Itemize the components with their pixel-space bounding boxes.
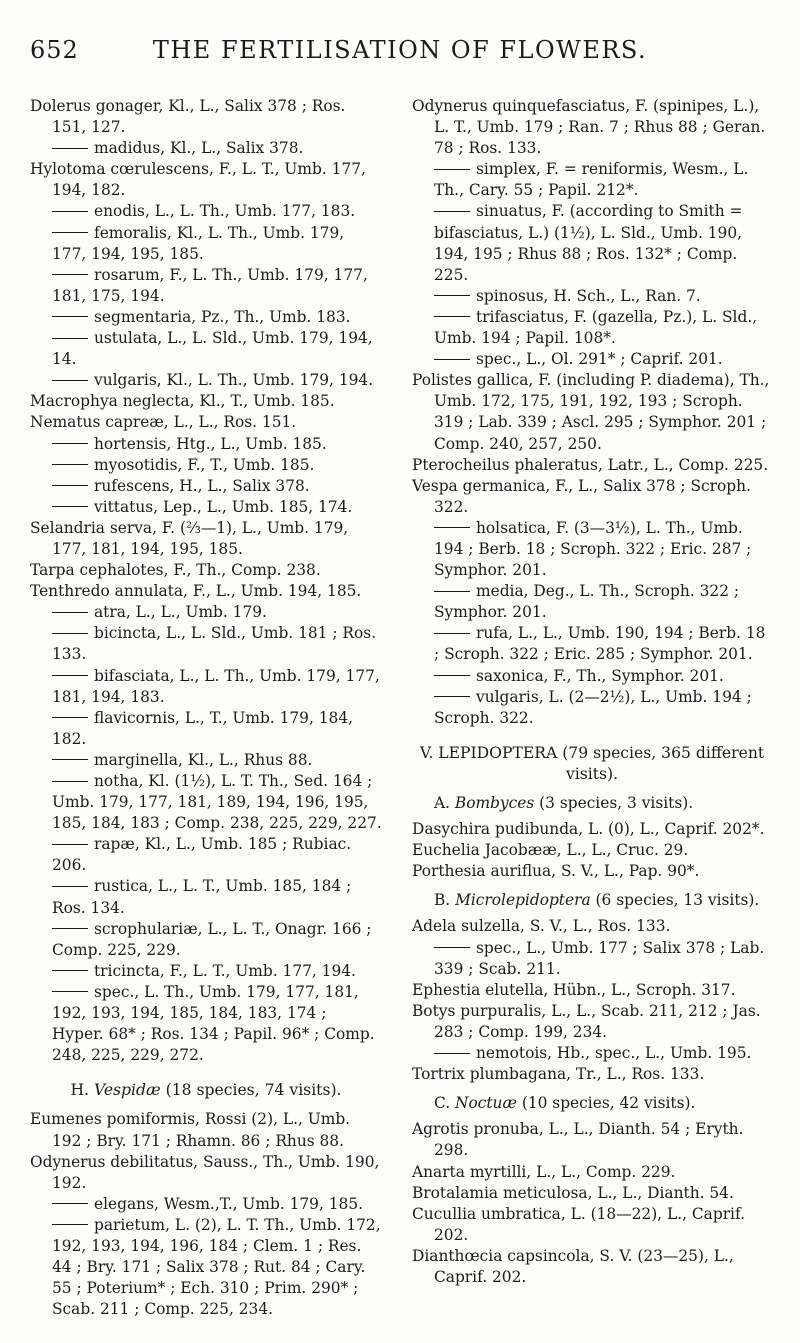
heading-name: Vespidæ: [94, 1081, 161, 1100]
index-entry: Hylotoma cœrulescens, F., L. T., Umb. 177, 194, 182.: [30, 160, 366, 200]
index-entry: Botys purpuralis, L., L., Scab. 211, 212 ; Jas. 283 ; Comp. 199, 234.: [412, 1001, 761, 1041]
entry-text: bifasciata, L., L. Th., Umb. 179, 177, 181, 194, 183.: [52, 666, 380, 706]
ditto-dash: [52, 506, 88, 507]
subsection-heading: [412, 890, 772, 911]
index-subentry: [30, 328, 382, 370]
heading-name: Microlepidoptera: [455, 891, 591, 910]
index-entry: Brotalamia meticulosa, L., L., Dianth. 54.: [412, 1183, 734, 1202]
entry-text: spec., L., Ol. 291* ; Caprif. 201.: [476, 350, 723, 369]
ditto-dash: [52, 781, 88, 782]
index-entry: Adela sulzella, S. V., L., Ros. 133.: [412, 917, 671, 936]
ditto-dash: [434, 696, 470, 697]
index-entry: Pterocheilus phaleratus, Latr., L., Comp. 225.: [412, 455, 769, 474]
index-entry: Odynerus quinquefasciatus, F. (spinipes, L.), L. T., Umb. 179 ; Ran. 7 ; Rhus 88 ; Geran. 78 ; Ros. 133.: [412, 97, 766, 158]
index-entry: Nematus capreæ, L., L., Ros. 151.: [30, 413, 297, 432]
ditto-dash: [52, 232, 88, 233]
entry-text: holsatica, F. (3—3½), L. Th., Umb. 194 ; Berb. 18 ; Scroph. 322 ; Eric. 287 ; Symphor. 201.: [434, 518, 752, 580]
index-subentry: [30, 223, 382, 265]
running-title: THE FERTILISATION OF FLOWERS.: [152, 36, 648, 64]
index-entry: Euchelia Jacobææ, L., L., Cruc. 29.: [412, 841, 689, 860]
index-entry: Dolerus gonager, Kl., L., Salix 378 ; Ros. 151, 127.: [30, 97, 346, 137]
ditto-dash: [434, 527, 470, 528]
entry-text: flavicornis, L., T., Umb. 179, 184, 182.: [52, 708, 354, 748]
heading-suffix: (10 species, 42 visits).: [516, 1094, 696, 1113]
entry-text: rapæ, Kl., L., Umb. 185 ; Rubiac. 206.: [52, 835, 352, 875]
entry-text: rufa, L., L., Umb. 190, 194 ; Berb. 18 ; Scroph. 322 ; Eric. 285 ; Symphor. 201.: [434, 624, 766, 664]
ditto-dash: [434, 295, 470, 296]
index-entry: Cucullia umbratica, L. (18—22), L., Caprif. 202.: [412, 1204, 746, 1244]
ditto-dash: [52, 928, 88, 929]
entry-text: vulgaris, Kl., L. Th., Umb. 179, 194.: [94, 371, 374, 390]
entry-text: madidus, Kl., L., Salix 378.: [94, 139, 304, 158]
entry-text: sinuatus, F. (according to Smith = bifasciatus, L.) (1½), L. Sld., Umb. 190, 194, 195 ; Rhus 88 ; Ros. 132* ; Comp. 225.: [434, 202, 743, 284]
ditto-dash: [52, 612, 88, 613]
index-entry: Odynerus debilitatus, Sauss., Th., Umb. 190, 192.: [30, 1152, 380, 1192]
index-subentry: [412, 1043, 772, 1064]
page-header: [30, 36, 770, 76]
ditto-dash: [52, 633, 88, 634]
ditto-dash: [52, 485, 88, 486]
section-heading: [30, 1080, 382, 1101]
ditto-dash: [434, 211, 470, 212]
entry-text: media, Deg., L. Th., Scroph. 322 ; Symphor. 201.: [434, 582, 740, 622]
ditto-dash: [434, 169, 470, 170]
index-subentry: [30, 708, 382, 750]
entry-text: segmentaria, Pz., Th., Umb. 183.: [94, 307, 351, 326]
ditto-dash: [52, 464, 88, 465]
index-subentry: [30, 307, 382, 328]
entry-text: femoralis, Kl., L. Th., Umb. 179, 177, 194, 195, 185.: [52, 223, 345, 263]
ditto-dash: [52, 380, 88, 381]
ditto-dash: [52, 316, 88, 317]
index-entry: Tortrix plumbagana, Tr., L., Ros. 133.: [412, 1065, 705, 1084]
entry-text: vulgaris, L. (2—2½), L., Umb. 194 ; Scroph. 322.: [434, 687, 752, 727]
heading-suffix: (6 species, 13 visits).: [590, 891, 760, 910]
index-entry: Ephestia elutella, Hübn., L., Scroph. 317.: [412, 980, 736, 999]
heading-prefix: H.: [70, 1081, 94, 1100]
heading-prefix: B.: [434, 891, 456, 910]
ditto-dash: [52, 1224, 88, 1225]
index-subentry: [412, 687, 772, 729]
index-entry: Agrotis pronuba, L., L., Dianth. 54 ; Eryth. 298.: [412, 1120, 744, 1160]
entry-text: notha, Kl. (1½), L. T. Th., Sed. 164 ; Umb. 179, 177, 181, 189, 194, 196, 195, 185, 184, 183 ; Comp. 238, 225, 229, 227.: [52, 772, 382, 833]
heading-name: Noctuæ: [455, 1094, 517, 1113]
entry-text: saxonica, F., Th., Symphor. 201.: [476, 666, 724, 685]
ditto-dash: [52, 338, 88, 339]
entry-text: marginella, Kl., L., Rhus 88.: [94, 750, 313, 769]
index-entry: Macrophya neglecta, Kl., T., Umb. 185.: [30, 392, 335, 411]
index-subentry: [412, 349, 772, 370]
subsection-heading: [412, 793, 772, 814]
index-entry: Tarpa cephalotes, F., Th., Comp. 238.: [30, 561, 321, 580]
ditto-dash: [434, 633, 470, 634]
ditto-dash: [52, 211, 88, 212]
ditto-dash: [52, 1203, 88, 1204]
ditto-dash: [434, 675, 470, 676]
ditto-dash: [52, 759, 88, 760]
entry-text: nemotois, Hb., spec., L., Umb. 195.: [476, 1044, 752, 1063]
index-subentry: [30, 876, 382, 918]
heading-suffix: (79 species, 365 different visits).: [557, 743, 765, 783]
index-subentry: [30, 1215, 382, 1320]
index-subentry: [30, 370, 382, 391]
subsection-heading: [412, 1093, 772, 1114]
index-entry: Dasychira pudibunda, L. (0), L., Caprif. 202*.: [412, 820, 765, 839]
index-subentry: [30, 919, 382, 961]
section-heading: [412, 743, 772, 785]
entry-text: rustica, L., L. T., Umb. 185, 184 ; Ros. 134.: [52, 877, 352, 917]
index-subentry: [30, 961, 382, 982]
entry-text: ustulata, L., L. Sld., Umb. 179, 194, 14.: [52, 329, 373, 369]
index-subentry: [412, 666, 772, 687]
index-subentry: [30, 201, 382, 222]
ditto-dash: [52, 844, 88, 845]
ditto-dash: [52, 148, 88, 149]
ditto-dash: [52, 991, 88, 992]
index-subentry: [412, 286, 772, 307]
heading-name: Bombyces: [454, 794, 535, 812]
heading-suffix: (18 species, 74 visits).: [160, 1081, 342, 1100]
index-subentry: [412, 581, 772, 623]
index-subentry: [30, 455, 382, 476]
ditto-dash: [434, 947, 470, 948]
left-column: [30, 96, 382, 1320]
index-subentry: [412, 518, 772, 581]
entry-text: scrophulariæ, L., L. T., Onagr. 166 ; Comp. 225, 229.: [52, 919, 372, 959]
entry-text: hortensis, Htg., L., Umb. 185.: [94, 434, 327, 453]
index-subentry: [30, 497, 382, 518]
entry-text: spec., L., Umb. 177 ; Salix 378 ; Lab. 339 ; Scab. 211.: [434, 938, 765, 978]
entry-text: parietum, L. (2), L. T. Th., Umb. 172, 192, 193, 194, 196, 184 ; Clem. 1 ; Res. 44 ; Bry. 171 ; Salix 378 ; Rut. 84 ; Cary. 55 ; Poterium* ; Ech. 310 ; Prim. 290* ; Scab. 211 ; Comp. 225, 234.: [52, 1215, 381, 1319]
ditto-dash: [52, 886, 88, 887]
index-entry: Anarta myrtilli, L., L., Comp. 229.: [412, 1162, 676, 1181]
heading-prefix: V.: [419, 743, 439, 762]
entry-text: simplex, F. = reniformis, Wesm., L. Th., Cary. 55 ; Papil. 212*.: [434, 160, 749, 200]
heading-name: LEPIDOPTERA: [438, 743, 558, 762]
index-subentry: [30, 138, 382, 159]
index-entry: Polistes gallica, F. (including P. diadema), Th., Umb. 172, 175, 191, 192, 193 ; Scroph. 319 ; Lab. 339 ; Ascl. 295 ; Symphor. 201 ; Comp. 240, 257, 250.: [412, 371, 770, 453]
entry-text: vittatus, Lep., L., Umb. 185, 174.: [94, 497, 353, 516]
index-subentry: [412, 159, 772, 201]
index-subentry: [30, 666, 382, 708]
heading-prefix: A.: [434, 794, 455, 812]
index-entry: Dianthœcia capsincola, S. V. (23—25), L., Caprif. 202.: [412, 1246, 734, 1286]
index-subentry: [30, 602, 382, 623]
entry-text: rufescens, H., L., Salix 378.: [94, 476, 310, 495]
index-entry: Porthesia auriflua, S. V., L., Pap. 90*.: [412, 862, 700, 881]
heading-suffix: (3 species, 3 visits).: [534, 794, 694, 812]
ditto-dash: [52, 717, 88, 718]
index-subentry: [412, 623, 772, 665]
ditto-dash: [52, 443, 88, 444]
entry-text: trifasciatus, F. (gazella, Pz.), L. Sld., Umb. 194 ; Papil. 108*.: [434, 307, 758, 348]
index-subentry: [412, 307, 772, 349]
page-number: 652: [30, 36, 79, 64]
index-subentry: [412, 201, 772, 285]
heading-prefix: C.: [434, 1094, 456, 1113]
index-subentry: [30, 982, 382, 1066]
right-column: [412, 96, 772, 1288]
index-subentry: [412, 938, 772, 980]
ditto-dash: [434, 591, 470, 592]
index-subentry: [30, 265, 382, 307]
entry-text: rosarum, F., L. Th., Umb. 179, 177, 181, 175, 194.: [52, 265, 368, 305]
ditto-dash: [434, 316, 470, 317]
index-entry: Tenthredo annulata, F., L., Umb. 194, 185.: [30, 582, 362, 601]
entry-text: elegans, Wesm.,T., Umb. 179, 185.: [94, 1194, 364, 1213]
entry-text: atra, L., L., Umb. 179.: [94, 603, 267, 622]
ditto-dash: [52, 970, 88, 971]
index-subentry: [30, 623, 382, 665]
index-entry: Vespa germanica, F., L., Salix 378 ; Scroph. 322.: [412, 476, 751, 516]
entry-text: enodis, L., L. Th., Umb. 177, 183.: [94, 202, 356, 221]
ditto-dash: [52, 274, 88, 275]
ditto-dash: [434, 359, 470, 360]
entry-text: bicincta, L., L. Sld., Umb. 181 ; Ros. 133.: [52, 624, 377, 664]
ditto-dash: [52, 675, 88, 676]
ditto-dash: [434, 1053, 470, 1054]
entry-text: myosotidis, F., T., Umb. 185.: [94, 455, 315, 474]
index-subentry: [30, 771, 382, 834]
entry-text: spec., L. Th., Umb. 179, 177, 181, 192, 193, 194, 185, 184, 183, 174 ; Hyper. 68* ; Ros. 134 ; Papil. 96* ; Comp. 248, 225, 229, 272.: [52, 982, 375, 1065]
index-subentry: [30, 1194, 382, 1215]
index-subentry: [30, 834, 382, 876]
index-subentry: [30, 476, 382, 497]
index-subentry: [30, 434, 382, 455]
entry-text: tricincta, F., L. T., Umb. 177, 194.: [94, 961, 356, 980]
index-subentry: [30, 750, 382, 771]
index-entry: Selandria serva, F. (⅔—1), L., Umb. 179, 177, 181, 194, 195, 185.: [30, 518, 349, 558]
index-entry: Eumenes pomiformis, Rossi (2), L., Umb. 192 ; Bry. 171 ; Rhamn. 86 ; Rhus 88.: [30, 1110, 351, 1150]
entry-text: spinosus, H. Sch., L., Ran. 7.: [476, 286, 701, 305]
